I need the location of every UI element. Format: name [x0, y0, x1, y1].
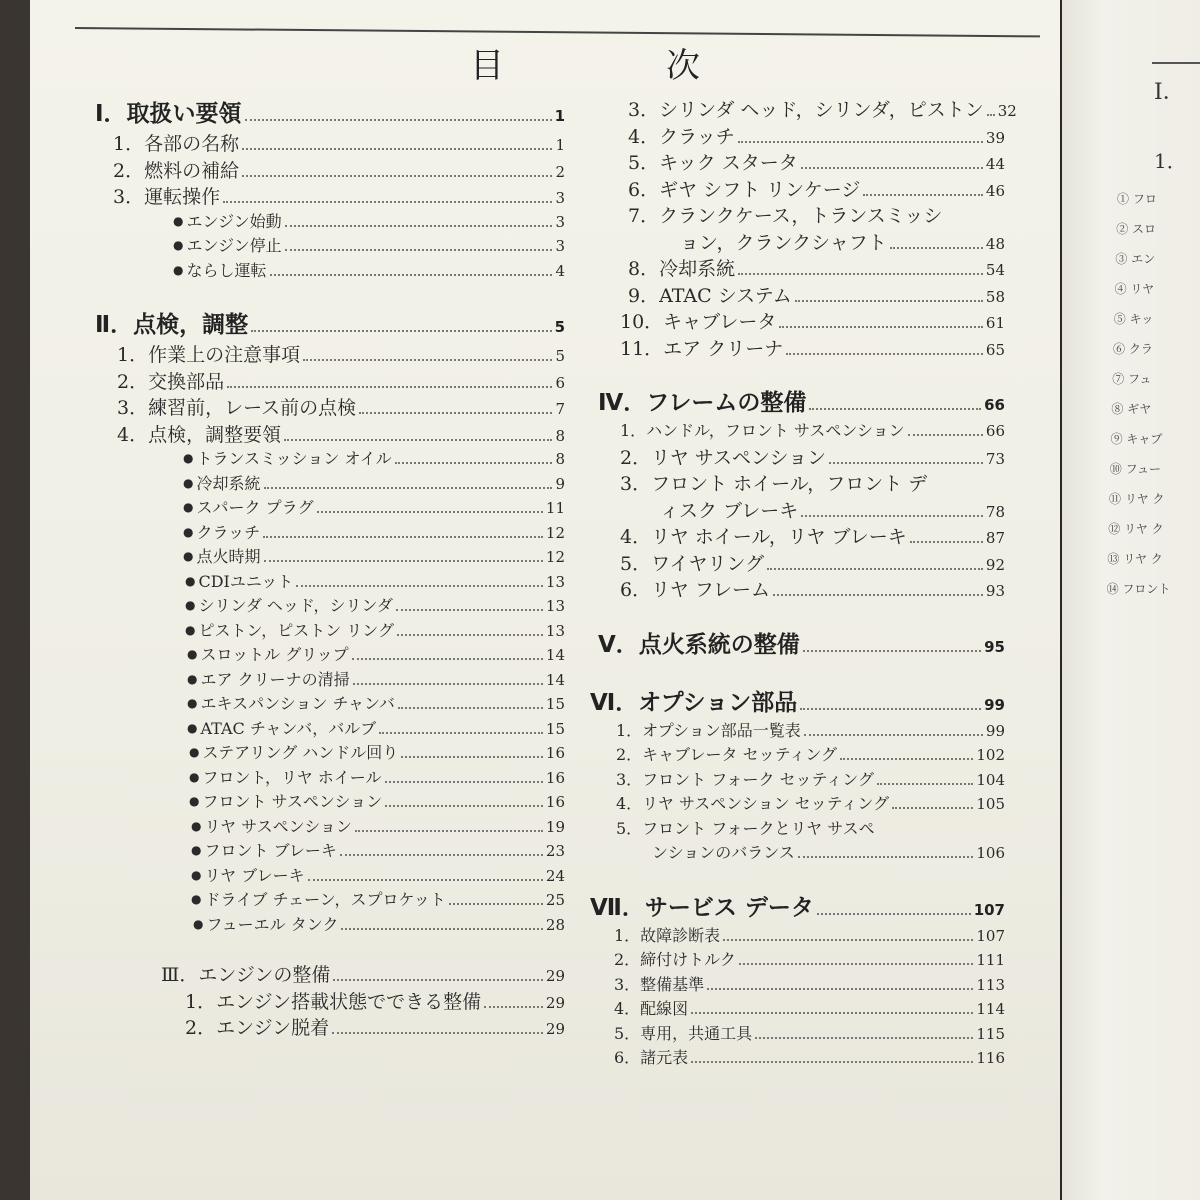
leader-dots: [803, 650, 981, 652]
toc-entry-title: 2．燃料の補給: [113, 159, 240, 182]
toc-entry-page: 105: [976, 795, 1005, 813]
toc-entry: [590, 889, 1005, 923]
toc-entry-title: ● エキスパンション チャンバ: [187, 691, 395, 714]
toc-entry-title: ● クラッチ: [183, 520, 260, 543]
toc-entry-title: 5．キック スタータ: [628, 152, 798, 174]
toc-entry-title: 9．ATAC システム: [628, 284, 792, 307]
toc-entry-page: 44: [985, 155, 1005, 173]
toc-entry-title: 1．ハンドル，フロント サスペンション: [620, 421, 905, 440]
toc-entry-page: 4: [555, 261, 565, 280]
toc-entry-title: ● ステアリング ハンドル回り: [189, 740, 398, 763]
leader-dots: [863, 194, 982, 196]
toc-entry-page: 102: [976, 746, 1005, 764]
leader-dots: [801, 515, 983, 517]
toc-entry: [590, 626, 1005, 660]
leader-dots: [285, 249, 553, 251]
facing-page-item: ⑩ フュー: [1109, 462, 1162, 476]
toc-entry: [95, 863, 565, 888]
toc-entry: [590, 307, 1005, 334]
toc-entry: [590, 384, 1005, 418]
toc-entry: [590, 840, 1005, 865]
toc-entry-page: 29: [545, 993, 565, 1012]
toc-entry-title: Ⅱ．点検，調整: [95, 312, 249, 338]
leader-dots: [395, 462, 553, 464]
toc-entry-title: 10．キャブレータ: [620, 311, 777, 333]
toc-entry: [95, 765, 565, 790]
toc-entry: [590, 947, 1005, 972]
toc-entry-page: 111: [976, 951, 1005, 969]
toc-entry-page: 8: [555, 426, 565, 445]
toc-entry-title: 1．故障診断表: [614, 925, 721, 945]
leader-dots: [227, 386, 552, 388]
facing-page-item: ⑤ キッ: [1113, 312, 1154, 326]
toc-entry-title: Ⅵ．オプション部品: [590, 689, 798, 716]
toc-entry: [95, 95, 565, 129]
toc-entry: [590, 95, 1017, 122]
toc-entry-page: 1: [554, 107, 565, 125]
leader-dots: [264, 560, 543, 562]
toc-entry: [95, 716, 565, 741]
leader-dots: [264, 487, 553, 489]
toc-entry: [590, 418, 1005, 443]
toc-entry-page: 5: [554, 318, 565, 336]
toc-entry-page: 12: [545, 548, 565, 566]
toc-entry-title: ● ピストン，ピストン リング: [185, 618, 394, 641]
facing-page-item: ⑧ ギヤ: [1111, 402, 1152, 416]
facing-page-section: Ⅰ．: [1154, 80, 1185, 105]
toc-entry-title: ● フロント，リヤ ホイール: [189, 765, 382, 788]
toc-entry: [590, 281, 1005, 308]
toc-entry: [590, 718, 1005, 743]
toc-entry: [590, 742, 1005, 767]
leader-dots: [341, 928, 542, 930]
top-rule: [75, 27, 1040, 37]
toc-left-column: [95, 95, 565, 1040]
toc-entry-title: Ⅲ．エンジンの整備: [161, 964, 331, 986]
section-gap: [95, 936, 565, 960]
toc-entry: [590, 443, 1005, 470]
facing-page-edge: [1062, 0, 1200, 1200]
toc-entry-title: ンションのバランス: [652, 843, 795, 862]
toc-entry: [95, 987, 565, 1014]
toc-entry-title: ● ドライブ チェーン，スプロケット: [191, 887, 446, 910]
toc-entry-title: ● フロント ブレーキ: [191, 838, 337, 861]
toc-entry: [590, 496, 1005, 523]
toc-entry-title: ● スロットル グリップ: [187, 642, 349, 665]
leader-dots: [296, 585, 543, 587]
toc-entry-title: ● エンジン始動: [173, 209, 282, 232]
leader-dots: [798, 856, 974, 858]
toc-entry: [590, 334, 1005, 361]
toc-entry: [590, 996, 1005, 1021]
toc-entry-page: 3: [555, 237, 565, 255]
toc-entry: [590, 1021, 1005, 1046]
toc-entry: [95, 446, 565, 471]
toc-entry-title: 2．リヤ サスペンション: [620, 446, 827, 469]
toc-entry-title: ● 冷却系統: [183, 471, 261, 494]
toc-entry-page: 1: [555, 136, 565, 154]
toc-entry-page: 15: [545, 695, 565, 713]
toc-entry-title: 3．運転操作: [113, 186, 221, 208]
toc-entry: [95, 667, 565, 692]
toc-entry-page: 95: [984, 637, 1005, 656]
toc-entry: [95, 340, 565, 367]
toc-entry: [590, 254, 1005, 281]
leader-dots: [359, 412, 552, 414]
toc-entry: [95, 182, 565, 209]
toc-entry-title: ● フューエル タンク: [193, 912, 338, 935]
section-gap: [95, 282, 565, 306]
leader-dots: [877, 783, 973, 785]
title-char-2: 次: [666, 46, 700, 86]
toc-entry: [590, 972, 1005, 997]
toc-entry-page: 14: [545, 646, 565, 664]
toc-entry: [590, 228, 1005, 255]
page-title: [470, 38, 700, 87]
facing-page-item: ⑬ リヤ ク: [1107, 552, 1163, 566]
toc-entry-title: Ⅶ．サービス データ: [590, 894, 814, 921]
toc-entry-title: 1．各部の名称: [113, 133, 240, 155]
toc-entry: [590, 575, 1005, 602]
toc-entry-page: 16: [545, 793, 565, 811]
toc-entry-title: ● CDIユニット: [185, 569, 293, 592]
toc-entry-page: 99: [984, 695, 1005, 714]
leader-dots: [840, 758, 973, 760]
toc-entry: [95, 544, 565, 569]
leader-dots: [890, 247, 983, 249]
toc-entry-page: 107: [973, 900, 1005, 919]
leader-dots: [251, 330, 551, 332]
toc-entry-title: 1．エンジン搭載状態でできる整備: [185, 990, 482, 1013]
toc-entry-page: 8: [555, 450, 565, 468]
toc-entry-title: ョン，クランクシャフト: [680, 231, 887, 254]
toc-entry-page: 54: [985, 261, 1005, 279]
toc-entry: [590, 148, 1005, 175]
leader-dots: [308, 879, 543, 881]
toc-entry-page: 28: [545, 915, 565, 934]
leader-dots: [809, 408, 981, 410]
toc-entry-page: 93: [985, 582, 1005, 600]
toc-entry: [95, 618, 565, 643]
toc-entry-page: 23: [545, 842, 565, 860]
toc-entry: [95, 520, 565, 545]
section-gap: [590, 660, 1005, 684]
leader-dots: [817, 913, 971, 915]
leader-dots: [786, 353, 983, 355]
leader-dots: [285, 225, 553, 227]
toc-entry: [590, 767, 1005, 792]
toc-entry-title: ● シリンダ ヘッド，シリンダ: [185, 593, 393, 616]
leader-dots: [910, 541, 983, 543]
toc-entry: [590, 549, 1005, 576]
toc-entry-page: 92: [985, 555, 1005, 574]
toc-entry-title: Ⅳ．フレームの整備: [598, 390, 807, 416]
toc-entry: [95, 642, 565, 667]
toc-entry-page: 24: [545, 866, 565, 885]
facing-page-item: ⑥ クラ: [1113, 342, 1153, 356]
toc-entry-title: 5．専用，共通工具: [614, 1023, 753, 1043]
leader-dots: [385, 781, 543, 783]
section-gap: [590, 865, 1005, 889]
leader-dots: [987, 114, 995, 116]
toc-entry-title: Ⅴ．点火系統の整備: [598, 631, 800, 658]
toc-entry: [95, 569, 565, 594]
toc-entry-page: 66: [985, 422, 1005, 440]
toc-entry-title: 2．キャブレータ セッティング: [616, 745, 838, 764]
facing-page-item: ⑦ フュ: [1112, 372, 1152, 386]
leader-dots: [755, 1037, 973, 1039]
toc-entry-page: 7: [555, 400, 565, 418]
leader-dots: [284, 439, 552, 441]
leader-dots: [397, 634, 543, 636]
toc-entry-title: 2．エンジン脱着: [185, 1017, 330, 1039]
leader-dots: [223, 201, 552, 203]
leader-dots: [340, 854, 543, 856]
toc-entry-title: 4．点検，調整要領: [117, 423, 282, 446]
toc-entry-page: 5: [555, 347, 565, 365]
toc-entry: [95, 1013, 565, 1040]
toc-entry: [95, 306, 565, 340]
leader-dots: [332, 1032, 543, 1034]
toc-entry-page: 14: [545, 670, 565, 689]
leader-dots: [795, 300, 983, 302]
toc-entry: [95, 838, 565, 863]
toc-entry-title: 1．オプション部品一覧表: [616, 720, 801, 740]
toc-entry-title: ● スパーク プラグ: [183, 495, 314, 518]
toc-entry-page: 115: [976, 1024, 1005, 1043]
toc-entry-title: 2．交換部品: [117, 370, 225, 393]
toc-entry-title: 6．ギヤ シフト リンケージ: [628, 178, 861, 201]
toc-entry: [95, 912, 565, 937]
toc-entry-page: 2: [555, 162, 565, 181]
leader-dots: [401, 756, 543, 758]
leader-dots: [317, 511, 543, 513]
facing-page-item: ⑨ キャブ: [1110, 432, 1163, 446]
toc-entry-page: 66: [984, 396, 1005, 414]
leader-dots: [398, 707, 543, 709]
leader-dots: [908, 434, 983, 436]
leader-dots: [773, 594, 983, 596]
toc-entry-page: 13: [545, 572, 565, 591]
toc-entry: [95, 420, 565, 447]
facing-page-rule: [1152, 62, 1200, 64]
toc-entry-page: 25: [545, 891, 565, 909]
toc-entry-page: 32: [997, 102, 1017, 120]
leader-dots: [353, 683, 543, 685]
toc-entry: [590, 684, 1005, 718]
toc-entry-title: 3．フロント ホイール，フロント デ: [620, 473, 928, 495]
toc-entry-title: 8．冷却系統: [628, 258, 736, 280]
toc-entry-title: 4．クラッチ: [628, 125, 735, 148]
toc-entry: [95, 887, 565, 912]
leader-dots: [449, 903, 543, 905]
toc-entry-page: 11: [545, 499, 565, 517]
toc-entry: [590, 522, 1005, 549]
page-left-edge: [0, 0, 30, 1200]
toc-entry-title: Ⅰ．取扱い要領: [95, 101, 242, 127]
toc-entry-page: 73: [985, 449, 1005, 468]
toc-entry-page: 6: [555, 373, 565, 392]
leader-dots: [892, 807, 973, 809]
toc-entry-title: 3．シリンダ ヘッド，シリンダ，ピストン: [628, 99, 984, 121]
toc-entry-page: 9: [555, 474, 565, 493]
toc-entry: [95, 471, 565, 496]
toc-entry-title: ● ならし運転: [173, 258, 267, 281]
toc-entry-page: 106: [976, 844, 1005, 862]
toc-entry-page: 3: [555, 189, 565, 207]
toc-entry: [95, 258, 565, 283]
toc-entry-title: ィスク ブレーキ: [660, 499, 799, 522]
leader-dots: [379, 732, 543, 734]
toc-entry-page: 19: [545, 817, 565, 836]
toc-entry: [95, 367, 565, 394]
leader-dots: [800, 708, 981, 710]
toc-entry: [95, 209, 565, 234]
toc-entry-title: 3．練習前，レース前の点検: [117, 397, 357, 419]
facing-page-item: ③ エン: [1115, 252, 1156, 266]
toc-entry-title: 4．リヤ ホイール，リヤ ブレーキ: [620, 526, 907, 548]
toc-entry: [95, 233, 565, 258]
toc-entry-title: ● リヤ ブレーキ: [191, 863, 305, 886]
toc-entry-page: 87: [985, 529, 1005, 547]
toc-entry: [590, 175, 1005, 202]
leader-dots: [355, 830, 543, 832]
toc-entry-title: ● ATAC チャンバ，バルブ: [187, 716, 376, 739]
toc-page: [30, 0, 1060, 1200]
toc-entry: [95, 789, 565, 814]
facing-page-item: ⑪ リヤ ク: [1109, 492, 1165, 506]
toc-entry-page: 39: [985, 128, 1005, 147]
toc-entry-title: 4．配線図: [614, 999, 689, 1018]
toc-entry-page: 107: [976, 926, 1005, 945]
toc-entry: [95, 393, 565, 420]
toc-entry: [590, 1045, 1005, 1070]
leader-dots: [352, 658, 543, 660]
leader-dots: [738, 273, 983, 275]
toc-entry-title: 1．作業上の注意事項: [117, 344, 301, 366]
facing-page-item: ② スロ: [1116, 222, 1157, 236]
toc-entry: [590, 122, 1005, 149]
toc-entry: [590, 201, 1005, 228]
toc-entry-page: 116: [976, 1049, 1005, 1067]
toc-entry-title: 6．諸元表: [614, 1048, 689, 1067]
toc-entry-page: 65: [985, 340, 1005, 359]
toc-entry-page: 29: [545, 967, 565, 985]
leader-dots: [333, 979, 543, 981]
toc-entry-title: ● フロント サスペンション: [189, 789, 382, 812]
toc-entry-page: 12: [545, 523, 565, 542]
toc-entry: [95, 495, 565, 520]
toc-entry: [95, 740, 565, 765]
toc-entry-page: 29: [545, 1020, 565, 1038]
toc-entry: [95, 129, 565, 156]
leader-dots: [484, 1006, 543, 1008]
toc-entry-title: ● エンジン停止: [173, 233, 282, 256]
leader-dots: [385, 805, 543, 807]
toc-entry: [95, 960, 565, 987]
toc-entry-page: 61: [985, 314, 1005, 332]
title-char-1: 目: [470, 46, 504, 86]
leader-dots: [801, 167, 983, 169]
toc-entry-page: 114: [976, 1000, 1005, 1018]
toc-entry-title: 4．リヤ サスペンション セッティング: [616, 794, 890, 813]
leader-dots: [691, 1061, 973, 1063]
leader-dots: [767, 568, 983, 570]
toc-entry-title: ● リヤ サスペンション: [191, 814, 352, 837]
toc-entry-title: 5．フロント フォークとリヤ サスペ: [616, 818, 875, 838]
toc-entry-page: 104: [976, 770, 1005, 789]
toc-entry-page: 113: [976, 975, 1005, 994]
facing-page-subsection: 1．: [1154, 149, 1187, 173]
toc-entry-page: 99: [985, 721, 1005, 740]
toc-entry-title: ● トランスミッション オイル: [183, 446, 392, 469]
leader-dots: [779, 326, 982, 328]
leader-dots: [829, 462, 983, 464]
facing-page-item: ⑭ フロント: [1106, 582, 1171, 596]
toc-entry: [95, 156, 565, 183]
toc-entry-page: 46: [985, 181, 1005, 200]
toc-entry-page: 13: [545, 597, 565, 615]
toc-entry: [95, 593, 565, 618]
toc-entry-title: 11．エア クリーナ: [620, 337, 784, 360]
toc-entry: [95, 814, 565, 839]
toc-entry-title: ● エア クリーナの清掃: [187, 667, 350, 690]
toc-entry-page: 3: [555, 212, 565, 231]
leader-dots: [691, 1012, 973, 1014]
leader-dots: [707, 988, 973, 990]
section-gap: [590, 360, 1005, 384]
toc-entry-title: 5．ワイヤリング: [620, 552, 765, 575]
leader-dots: [739, 963, 973, 965]
leader-dots: [804, 734, 983, 736]
toc-entry-page: 16: [545, 768, 565, 787]
toc-entry-title: 6．リヤ フレーム: [620, 579, 770, 601]
toc-entry: [590, 469, 1005, 496]
toc-entry: [95, 691, 565, 716]
toc-entry: [590, 816, 1005, 841]
toc-entry: [590, 791, 1005, 816]
toc-entry-page: 78: [985, 502, 1005, 521]
toc-entry-page: 15: [545, 719, 565, 738]
leader-dots: [303, 359, 552, 361]
toc-entry-page: 16: [545, 744, 565, 762]
toc-entry-title: 2．締付けトルク: [614, 950, 736, 969]
facing-page-item: ① フロ: [1117, 192, 1157, 206]
leader-dots: [245, 119, 552, 121]
leader-dots: [242, 175, 552, 177]
facing-page-item: ⑫ リヤ ク: [1108, 522, 1164, 536]
leader-dots: [396, 609, 543, 611]
toc-entry-title: 3．フロント フォーク セッティング: [616, 769, 874, 789]
facing-page-item: ④ リヤ: [1114, 282, 1155, 296]
leader-dots: [270, 274, 553, 276]
leader-dots: [263, 536, 543, 538]
toc-entry-page: 58: [985, 287, 1005, 306]
leader-dots: [242, 148, 552, 150]
toc-entry-page: 48: [985, 234, 1005, 253]
toc-entry-page: 13: [545, 621, 565, 640]
toc-entry-title: 7．クランクケース，トランスミッシ: [628, 205, 943, 227]
leader-dots: [738, 141, 983, 143]
toc-entry-title: 3．整備基準: [614, 974, 705, 994]
toc-entry: [590, 923, 1005, 948]
toc-entry-title: ● 点火時期: [183, 544, 261, 567]
section-gap: [590, 602, 1005, 626]
leader-dots: [723, 939, 973, 941]
toc-right-column: [590, 95, 1017, 1070]
